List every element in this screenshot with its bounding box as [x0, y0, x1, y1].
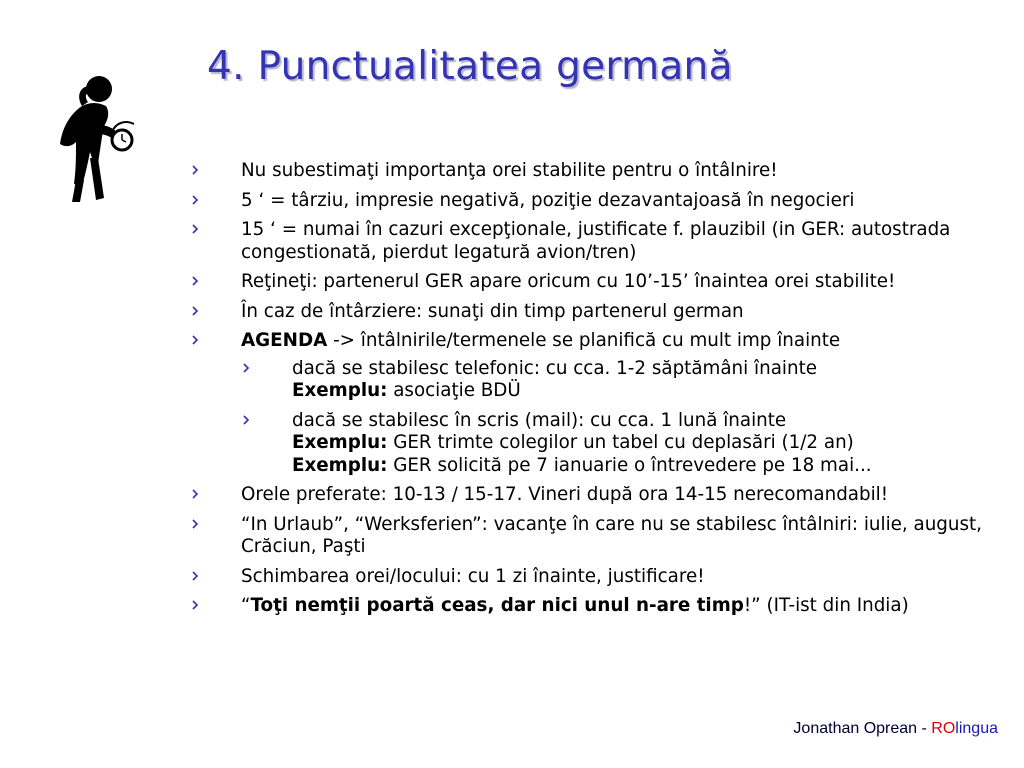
sub-list-item [241, 410, 1010, 478]
bullet-text: Nu subestimaţi importanţa orei stabilite pentru o întâlnire! [241, 160, 778, 181]
example-line [292, 380, 1010, 403]
example-text: GER trimte colegilor un tabel cu deplasări (1/2 an) [387, 432, 854, 453]
bullet-text: 5 ‘ = târziu, impresie negativă, poziţie dezavantajoasă în negocieri [241, 189, 855, 211]
list-item [190, 484, 1010, 507]
list-item [190, 566, 1010, 589]
chevron-bullet-icon [191, 303, 201, 317]
brand-ro: RO [931, 720, 956, 737]
example-label: Exemplu: [292, 432, 388, 453]
list-item [190, 190, 1010, 213]
agenda-label: AGENDA [241, 330, 328, 351]
example-line [292, 455, 1010, 478]
footer-credit [793, 720, 998, 738]
bullet-text: Orele preferate: 10-13 / 15-17. Vineri după ora 14-15 nerecomandabil! [241, 484, 889, 505]
chevron-bullet-icon [191, 221, 201, 235]
bullet-text: Schimbarea orei/locului: cu 1 zi înainte, justificare! [241, 565, 705, 587]
bullet-text: 15 ‘ = numai în cazuri excepţionale, justificate f. plauzibil (in GER: autostrada congestionată, pierdut legatură avion/tren) [241, 219, 951, 263]
sub-list [241, 358, 1010, 478]
list-item [190, 271, 1010, 294]
list-item [190, 595, 1010, 618]
list-item [190, 514, 1010, 559]
sub-bullet-text: dacă se stabilesc în scris (mail): cu cca. 1 lună înainte [292, 409, 787, 431]
chevron-bullet-icon [242, 360, 252, 374]
chevron-bullet-icon [191, 486, 201, 500]
page-title: 4. Punctualitatea germană [207, 44, 733, 89]
chevron-bullet-icon [191, 516, 201, 530]
example-text: asociaţie BDÜ [387, 380, 521, 401]
quote-open: “ [241, 595, 251, 616]
example-text: GER solicită pe 7 ianuarie o întrevedere pe 18 mai... [387, 454, 872, 476]
bullet-text: Reţineţi: partenerul GER apare oricum cu 10’-15’ înaintea orei stabilite! [241, 271, 896, 292]
list-item [190, 160, 1010, 183]
quote-text: Toţi nemţii poartă ceas, dar nici unul n-are timp [250, 595, 744, 616]
footer-author: Jonathan Oprean - [793, 720, 932, 737]
brand-lingua: lingua [955, 720, 998, 737]
example-label: Exemplu: [292, 380, 388, 401]
chevron-bullet-icon [191, 162, 201, 176]
bullet-text: În caz de întârziere: sunaţi din timp partenerul german [241, 300, 744, 322]
chevron-bullet-icon [191, 192, 201, 206]
chevron-bullet-icon [242, 412, 252, 426]
bullet-text: -> întâlnirile/termenele se planifică cu mult imp înainte [327, 330, 841, 351]
list-item [190, 219, 1010, 264]
sub-list-item [241, 358, 1010, 403]
chevron-bullet-icon [191, 332, 201, 346]
list-item [190, 301, 1010, 324]
example-label: Exemplu: [292, 454, 388, 476]
example-line [292, 432, 1010, 455]
list-item [190, 330, 1010, 477]
quote-source: !” (IT-ist din India) [743, 595, 909, 616]
chevron-bullet-icon [191, 568, 201, 582]
bullet-text: “In Urlaub”, “Werksferien”: vacanţe în care nu se stabilesc întâlniri: iulie, august, Crăciun, Paşti [241, 513, 982, 557]
chevron-bullet-icon [191, 273, 201, 287]
chevron-bullet-icon [191, 597, 201, 611]
bullet-list [190, 160, 1010, 625]
sub-bullet-text: dacă se stabilesc telefonic: cu cca. 1-2 săptămâni înainte [292, 357, 817, 379]
man-checking-pocket-watch-icon [52, 72, 148, 204]
